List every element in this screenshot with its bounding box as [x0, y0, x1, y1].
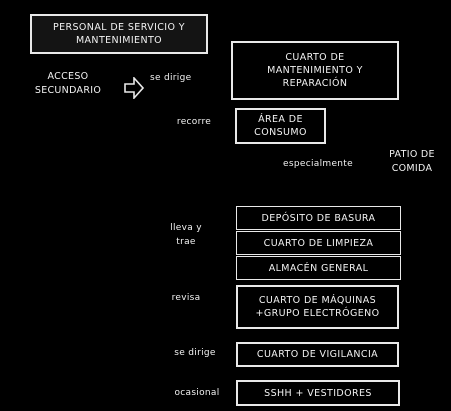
acceso-secundario-label: ACCESO SECUNDARIO — [34, 71, 102, 96]
almacen-general-box: ALMACÉN GENERAL — [236, 256, 401, 280]
cuarto-limpieza-box: CUARTO DE LIMPIEZA — [236, 231, 401, 255]
deposito-basura-box: DEPÓSITO DE BASURA — [236, 206, 401, 230]
relation-se-dirige-2: se dirige — [174, 348, 216, 358]
relation-lleva-y-trae: lleva y trae — [170, 223, 202, 247]
cuarto-vigilancia-box: CUARTO DE VIGILANCIA — [236, 342, 399, 367]
area-consumo-box: ÁREA DE CONSUMO — [235, 108, 326, 144]
relation-recorre: recorre — [176, 117, 212, 127]
cuarto-mantenimiento-box: CUARTO DE MANTENIMIENTO Y REPARACIÓN — [231, 41, 399, 100]
right-outline-arrow-icon — [124, 77, 144, 99]
sshh-vestidores-box: SSHH + VESTIDORES — [236, 380, 400, 406]
header-box: PERSONAL DE SERVICIO Y MANTENIMIENTO — [30, 14, 208, 54]
relation-especialmente: especialmente — [283, 159, 353, 169]
relation-se-dirige: se dirige — [150, 73, 192, 83]
cuarto-maquinas-box: CUARTO DE MÁQUINAS +GRUPO ELECTRÓGENO — [236, 285, 399, 329]
patio-comida-label: PATIO DE COMIDA — [389, 149, 435, 174]
relation-ocasional: ocasional — [174, 388, 220, 398]
relation-revisa: revisa — [171, 293, 201, 303]
